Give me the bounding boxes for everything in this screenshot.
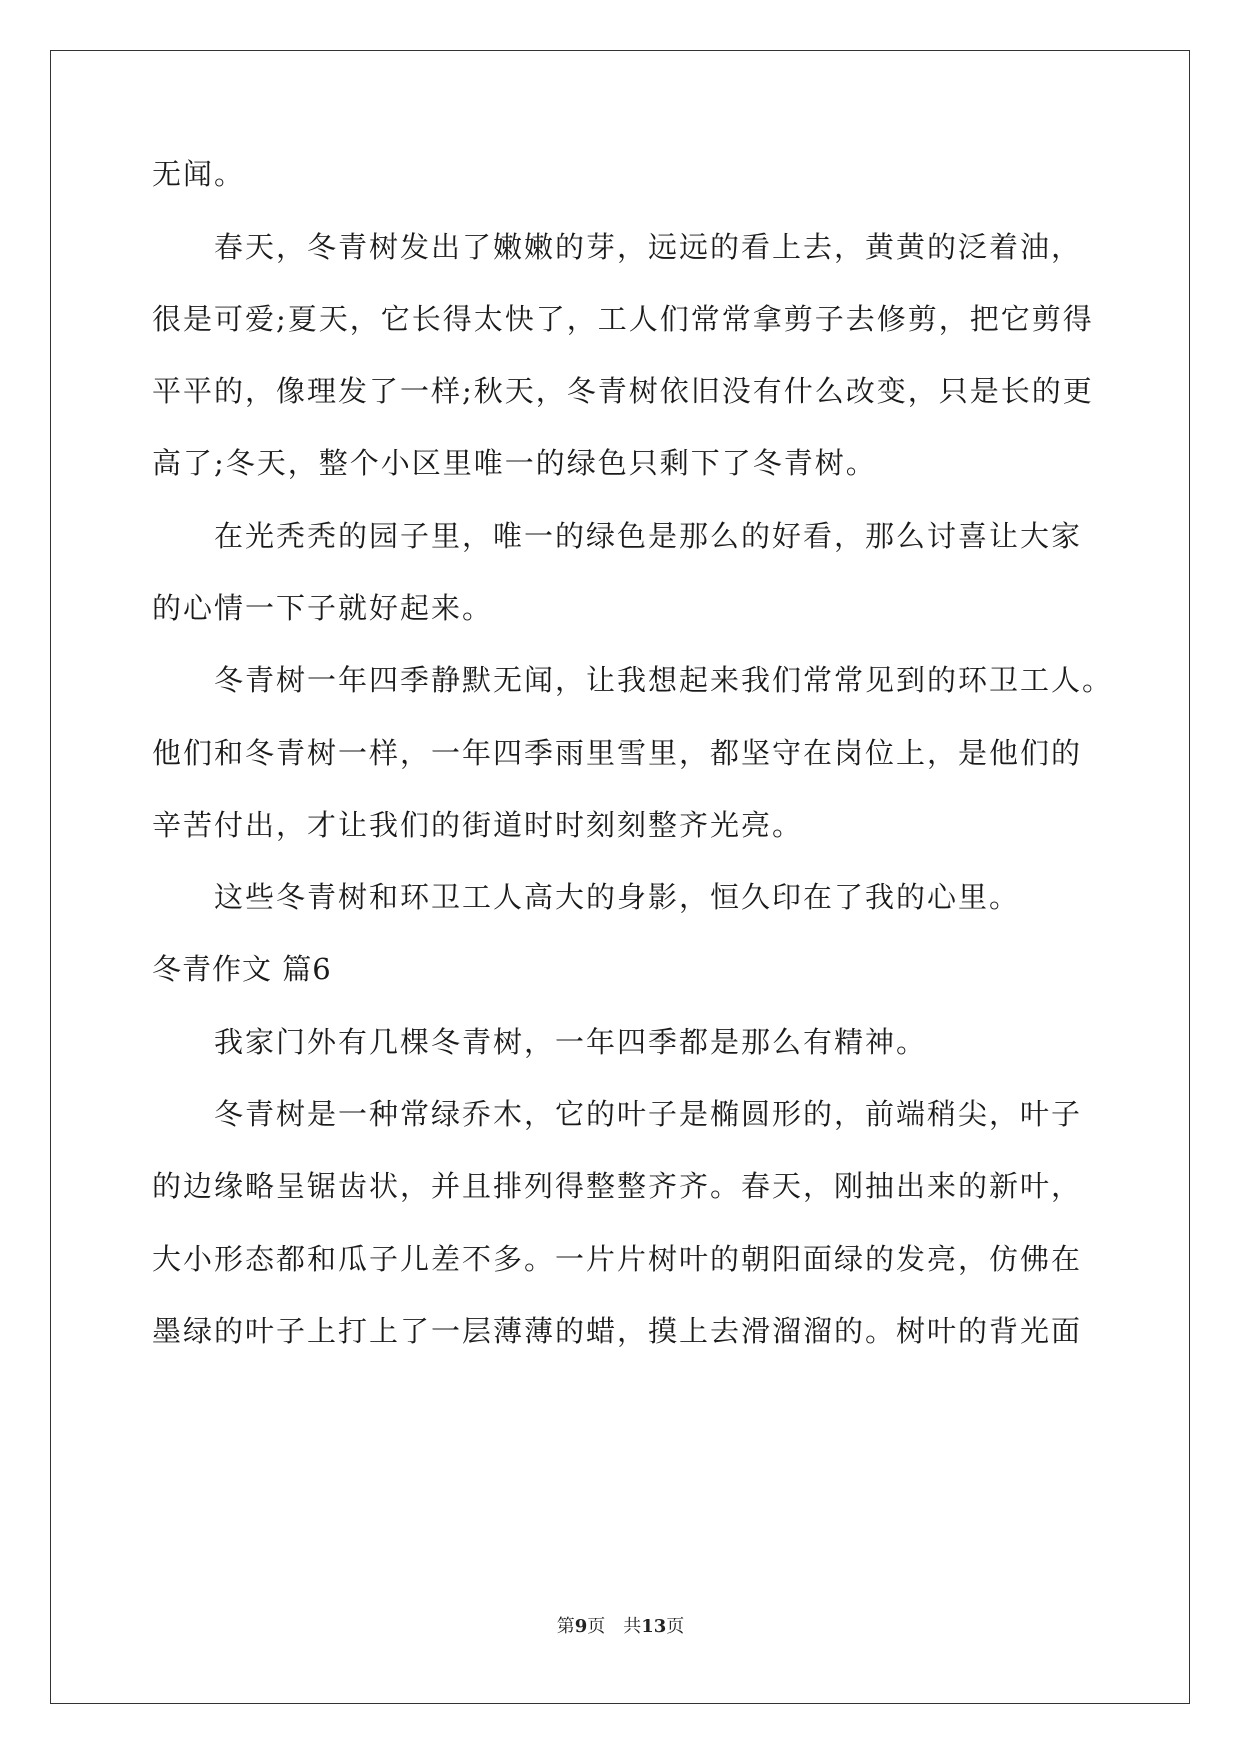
text-line: 无闻。 [152,157,246,191]
total-label-prefix: 共 [623,1616,642,1637]
text-line: 他们和冬青树一样，一年四季雨里雪里，都坚守在岗位上，是他们的 [152,736,1083,770]
text-line: 我家门外有几棵冬青树，一年四季都是那么有精神。 [214,1025,928,1059]
text-line: 春天，冬青树发出了嫩嫩的芽，远远的看上去，黄黄的泛着油， [214,230,1083,264]
page-label-prefix: 第 [556,1616,575,1637]
text-line: 冬青树一年四季静默无闻，让我想起来我们常常见到的环卫工人。 [214,663,1114,697]
text-line: 的心情一下子就好起来。 [152,591,494,625]
text-line: 冬青树是一种常绿乔木，它的叶子是椭圆形的，前端稍尖，叶子 [214,1097,1083,1131]
total-label-suffix: 页 [666,1616,685,1637]
page-label-suffix: 页 [587,1616,606,1637]
text-line: 平平的，像理发了一样;秋天，冬青树依旧没有什么改变，只是长的更 [152,374,1094,408]
text-line: 墨绿的叶子上打上了一层薄薄的蜡，摸上去滑溜溜的。树叶的背光面 [152,1314,1083,1348]
text-line: 这些冬青树和环卫工人高大的身影，恒久印在了我的心里。 [214,880,1021,914]
total-pages: 13 [641,1616,667,1637]
text-line: 高了;冬天，整个小区里唯一的绿色只剩下了冬青树。 [152,446,877,480]
text-line: 辛苦付出，才让我们的街道时时刻刻整齐光亮。 [152,808,804,842]
page-number: 9 [574,1616,588,1637]
text-line: 在光秃秃的园子里，唯一的绿色是那么的好看，那么讨喜让大家 [214,519,1083,553]
section-heading: 冬青作文 篇6 [152,952,332,986]
text-line: 很是可爱;夏天，它长得太快了，工人们常常拿剪子去修剪，把它剪得 [152,302,1094,336]
page-footer [0,1615,1241,1639]
text-line: 大小形态都和瓜子儿差不多。一片片树叶的朝阳面绿的发亮，仿佛在 [152,1242,1083,1276]
text-line: 的边缘略呈锯齿状，并且排列得整整齐齐。春天，刚抽出来的新叶， [152,1169,1083,1203]
